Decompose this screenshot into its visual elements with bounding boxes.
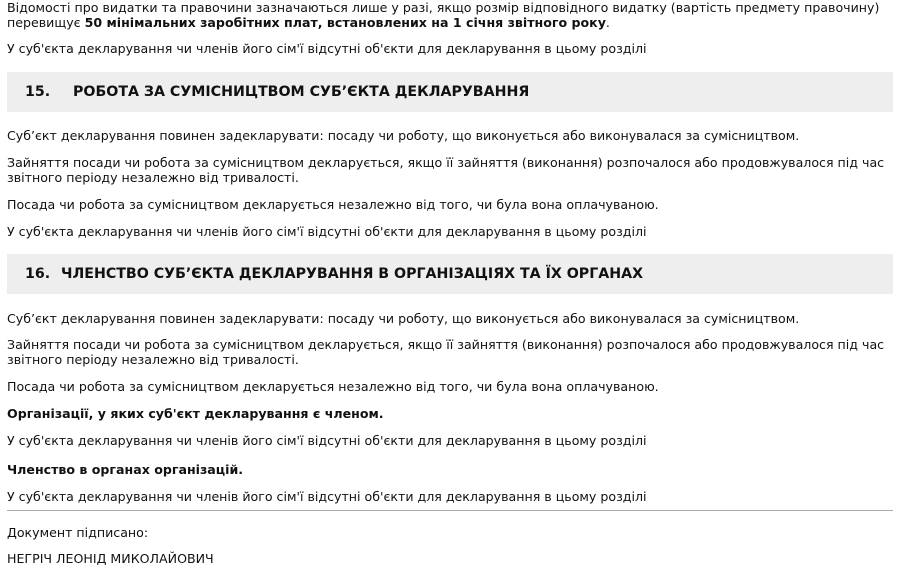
section-15-paragraph-2-line-2: звітного періоду незалежно від тривалості.: [7, 170, 299, 185]
empty-notice-section-15: У суб'єкта декларування чи членів його сім'ї відсутні об'єкти для декларування в цьому розділі: [7, 224, 647, 239]
section-15-title: РОБОТА ЗА СУМІСНИЦТВОМ СУБ’ЄКТА ДЕКЛАРУВАННЯ: [73, 84, 530, 100]
empty-notice-section-14: У суб'єкта декларування чи членів його сім'ї відсутні об'єкти для декларування в цьому розділі: [7, 41, 647, 56]
section-15-paragraph-2: [7, 155, 893, 185]
signer-name: НЕГРІЧ ЛЕОНІД МИКОЛАЙОВИЧ: [7, 551, 214, 566]
section-16-paragraph-2: [7, 337, 893, 367]
section-16-number: 16.: [25, 266, 51, 282]
empty-notice-section-16-sub-2: У суб'єкта декларування чи членів його сім'ї відсутні об'єкти для декларування в цьому розділі: [7, 489, 647, 504]
section-16-header: [7, 254, 893, 294]
section-16-paragraph-2-line-1: Зайняття посади чи робота за сумісництвом декларується, якщо її зайняття (виконання) розпочалося або продовжувалося під час: [7, 337, 885, 352]
section-16-title: ЧЛЕНСТВО СУБ’ЄКТА ДЕКЛАРУВАННЯ В ОРГАНІЗАЦІЯХ ТА ЇХ ОРГАНАХ: [61, 266, 644, 282]
intro-line-2-prefix: перевищує: [7, 15, 85, 30]
section-16-paragraph-3: Посада чи робота за сумісництвом декларується незалежно від того, чи була вона оплачуваною.: [7, 379, 659, 394]
section-15-paragraph-1: Суб’єкт декларування повинен задекларувати: посаду чи роботу, що виконується або виконувалася за сумісництвом.: [7, 128, 800, 143]
intro-line-1: Відомості про видатки та правочини зазначаються лише у разі, якщо розмір відповідного видатку (вартість предмету правочину): [7, 0, 880, 15]
section-16-paragraph-1: Суб’єкт декларування повинен задекларувати: посаду чи роботу, що виконується або виконувалася за сумісництвом.: [7, 311, 800, 326]
intro-line-2-bold: 50 мінімальних заробітних плат, встановлених на 1 січня звітного року: [84, 15, 606, 30]
section-15-header: [7, 72, 893, 112]
intro-paragraph: [7, 0, 893, 30]
section-15-paragraph-2-line-1: Зайняття посади чи робота за сумісництвом декларується, якщо її зайняття (виконання) розпочалося або продовжувалося під час: [7, 155, 885, 170]
section-15-paragraph-3: Посада чи робота за сумісництвом декларується незалежно від того, чи була вона оплачуваною.: [7, 197, 659, 212]
signature-label: Документ підписано:: [7, 525, 149, 540]
signature-divider: [7, 510, 893, 511]
empty-notice-section-16-sub-1: У суб'єкта декларування чи членів його сім'ї відсутні об'єкти для декларування в цьому розділі: [7, 433, 647, 448]
section-16-subsection-1-title: Організації, у яких суб'єкт декларування є членом.: [7, 406, 384, 421]
section-16-paragraph-2-line-2: звітного періоду незалежно від тривалості.: [7, 352, 299, 367]
section-16-subsection-2-title: Членство в органах організацій.: [7, 462, 244, 477]
section-15-number: 15.: [25, 84, 51, 100]
intro-line-2-suffix: .: [605, 15, 610, 30]
